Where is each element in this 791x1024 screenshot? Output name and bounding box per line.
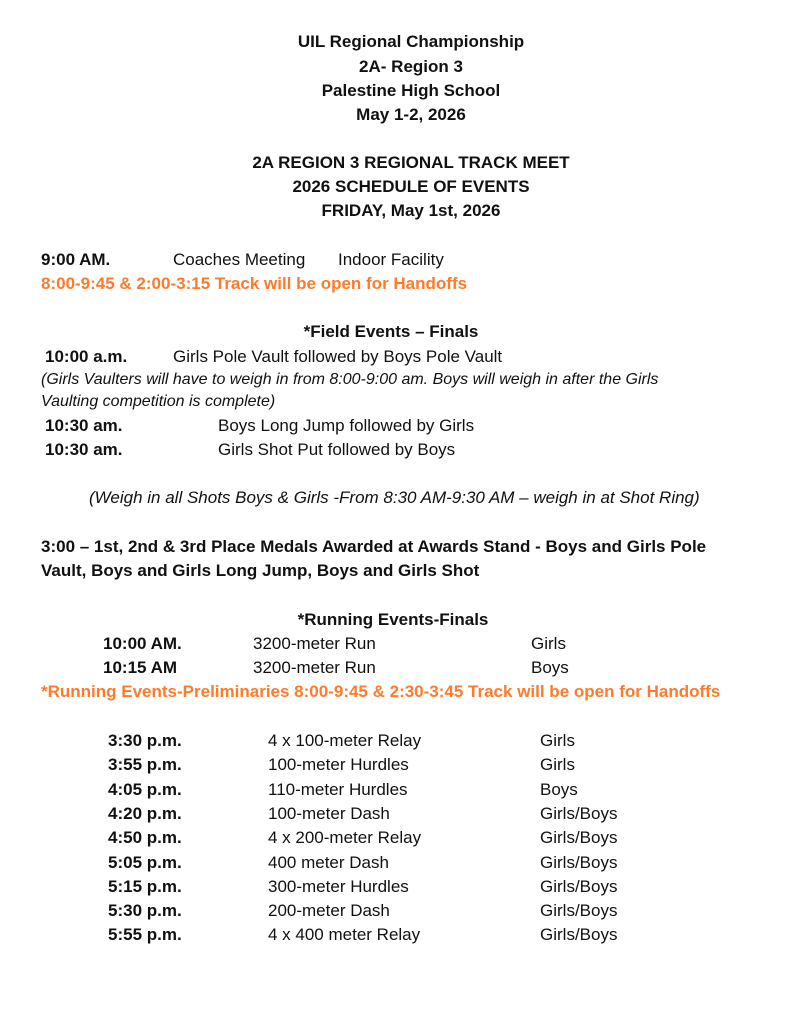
coaches-time: 9:00 AM.	[41, 250, 111, 269]
schedule-time: 5:15 p.m.	[108, 876, 182, 896]
schedule-gender: Girls/Boys	[540, 828, 618, 848]
schedule-gender: Girls	[540, 731, 575, 750]
prelims-heading: *Running Events-Preliminaries 8:00-9:45 & 2:30-3:45 Track will be open for Handoffs	[41, 682, 721, 701]
medals-note-cont: Vault, Boys and Girls Long Jump, Boys and Girls Shot	[41, 561, 480, 580]
schedule-gender: Boys	[531, 658, 569, 677]
running-finals-heading: *Running Events-Finals	[297, 610, 489, 629]
schedule-event: 100-meter Hurdles	[268, 755, 409, 775]
handoffs-note: 8:00-9:45 & 2:00-3:15 Track will be open for Handoffs	[41, 274, 468, 293]
field-event: Girls Shot Put followed by Boys	[218, 440, 456, 459]
dates: May 1-2, 2026	[356, 105, 466, 124]
field-event: Girls Pole Vault followed by Boys Pole Vault	[173, 347, 503, 366]
schedule-event: 200-meter Dash	[268, 901, 390, 921]
schedule-time: 5:30 p.m.	[108, 901, 182, 921]
vault-note-cont: Vaulting competition is complete)	[41, 393, 276, 410]
field-time: 10:30 am.	[45, 440, 123, 459]
schedule-gender: Girls/Boys	[540, 852, 618, 872]
meet-title: 2A REGION 3 REGIONAL TRACK MEET	[252, 153, 570, 172]
schedule-event: 110-meter Hurdles	[268, 779, 408, 799]
schedule-time: 3:55 p.m.	[108, 755, 182, 775]
region: 2A- Region 3	[359, 57, 463, 76]
schedule-event: 100-meter Dash	[268, 803, 390, 823]
schedule-time: 4:50 p.m.	[108, 828, 182, 848]
schedule-time: 5:05 p.m.	[108, 852, 182, 872]
medals-note: 3:00 – 1st, 2nd & 3rd Place Medals Awarded at Awards Stand - Boys and Girls Pole	[41, 537, 707, 556]
schedule-event: 3200-meter Run	[253, 658, 376, 677]
schedule-event: 300-meter Hurdles	[268, 876, 409, 896]
schedule-time: 4:20 p.m.	[108, 803, 182, 823]
vault-note: (Girls Vaulters will have to weigh in from 8:00-9:00 am. Boys will weigh in after the Girls	[41, 371, 659, 388]
schedule-gender: Girls/Boys	[540, 901, 618, 921]
schedule-gender: Girls/Boys	[540, 876, 618, 896]
schedule-title: 2026 SCHEDULE OF EVENTS	[292, 177, 530, 196]
field-time: 10:00 a.m.	[45, 347, 128, 366]
schedule-time: 10:15 AM	[103, 658, 178, 677]
weigh-note: (Weigh in all Shots Boys & Girls -From 8:30 AM-9:30 AM – weigh in at Shot Ring)	[89, 488, 700, 507]
schedule-gender: Girls/Boys	[540, 803, 618, 823]
schedule-gender: Girls	[531, 634, 566, 653]
schedule-time: 3:30 p.m.	[108, 731, 182, 750]
day-title: FRIDAY, May 1st, 2026	[321, 201, 501, 220]
schedule-gender: Boys	[540, 779, 578, 799]
schedule-event: 3200-meter Run	[253, 634, 376, 653]
coaches-event: Coaches Meeting	[173, 250, 306, 269]
field-time: 10:30 am.	[45, 416, 123, 435]
coaches-location: Indoor Facility	[338, 250, 444, 269]
schedule-event: 4 x 400 meter Relay	[268, 925, 421, 945]
field-heading: *Field Events – Finals	[303, 322, 479, 341]
title: UIL Regional Championship	[297, 32, 525, 51]
schedule-time: 10:00 AM.	[103, 634, 182, 653]
schedule-time: 4:05 p.m.	[108, 779, 182, 799]
schedule-event: 4 x 200-meter Relay	[268, 828, 422, 848]
field-event: Boys Long Jump followed by Girls	[218, 416, 475, 435]
venue: Palestine High School	[321, 81, 501, 100]
schedule-event: 4 x 100-meter Relay	[268, 731, 422, 750]
schedule-gender: Girls	[540, 755, 575, 775]
schedule-event: 400 meter Dash	[268, 852, 389, 872]
schedule-time: 5:55 p.m.	[108, 925, 182, 945]
schedule-gender: Girls/Boys	[540, 925, 618, 945]
